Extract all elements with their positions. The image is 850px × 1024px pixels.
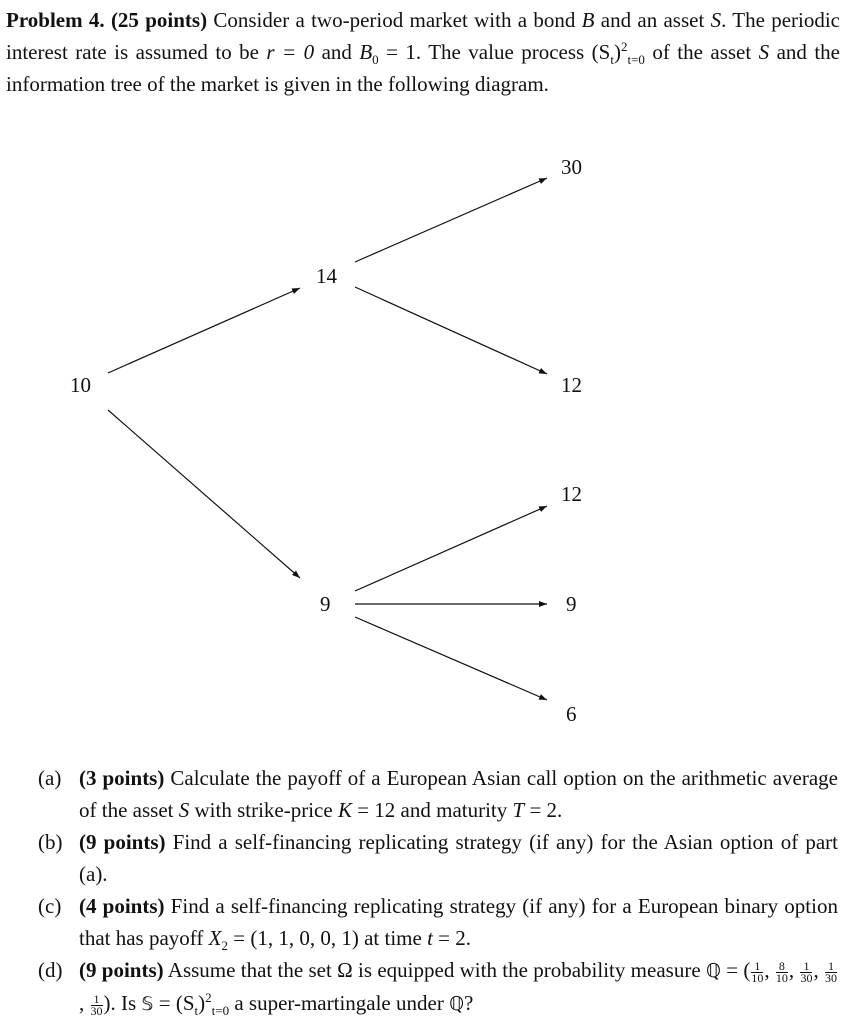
node-ud: 12 [561, 373, 582, 397]
edge-down-du [355, 506, 547, 591]
problem-statement: Problem 4. (25 points) Consider a two-period market with a bond B and an asset S. The periodic interest rate is assumed to be r = 0 and $B_0 = 1$. The value process $(S_t)^2_{t=0}$ of the asset S and the information tree of the market is given in the following diagram. [6, 8, 840, 96]
edge-up-ud [355, 287, 547, 374]
node-down: 9 [320, 592, 331, 616]
edge-up-uu [355, 178, 547, 262]
fraction: $\frac{1}{10}$ [751, 958, 764, 985]
node-dm: 9 [566, 592, 577, 616]
node-dd: 6 [566, 702, 577, 726]
problem-parts [38, 762, 838, 1020]
node-uu: 30 [561, 155, 582, 179]
part-a: (a) (3 points) Calculate the payoff of a European Asian call option on the arithmetic average of the asset S with strike-price K = 12 and maturity T = 2. [38, 766, 838, 822]
fraction: $\frac{8}{10}$ [775, 958, 788, 985]
node-du: 12 [561, 482, 582, 506]
part-d: (d) (9 points) Assume that the set Ω is equipped with the probability measure ℚ = ( $\frac{1}{10}$ , $\frac{8}{10}$ , $\frac{1}{30}$ , $\frac{1}{30}$ , $\frac{1}{30}$ ). Is 𝕊 = $(S_t)^2_{t=0}$ a super-martingale under ℚ? [38, 958, 838, 1019]
part-b: (b) (9 points) Find a self-financing replicating strategy (if any) for the Asian option of part (a). [38, 830, 838, 886]
node-up: 14 [316, 264, 337, 288]
part-c: (c) (4 points) Find a self-financing replicating strategy (if any) for a European binary option that has payoff $X_2 = (1$, 1, 0, 0, 1) at time t = 2. [38, 894, 838, 954]
edge-root-down [108, 410, 300, 578]
edge-root-up [108, 288, 300, 373]
problem-heading: Problem 4. [6, 8, 105, 32]
fraction: $\frac{1}{30}$ [825, 958, 838, 985]
node-root: 10 [70, 373, 91, 397]
fraction: $\frac{1}{30}$ [800, 958, 813, 985]
fraction: $\frac{1}{30}$ [90, 991, 103, 1018]
edge-down-dd [355, 617, 547, 700]
problem-points: (25 points) [110, 8, 208, 32]
